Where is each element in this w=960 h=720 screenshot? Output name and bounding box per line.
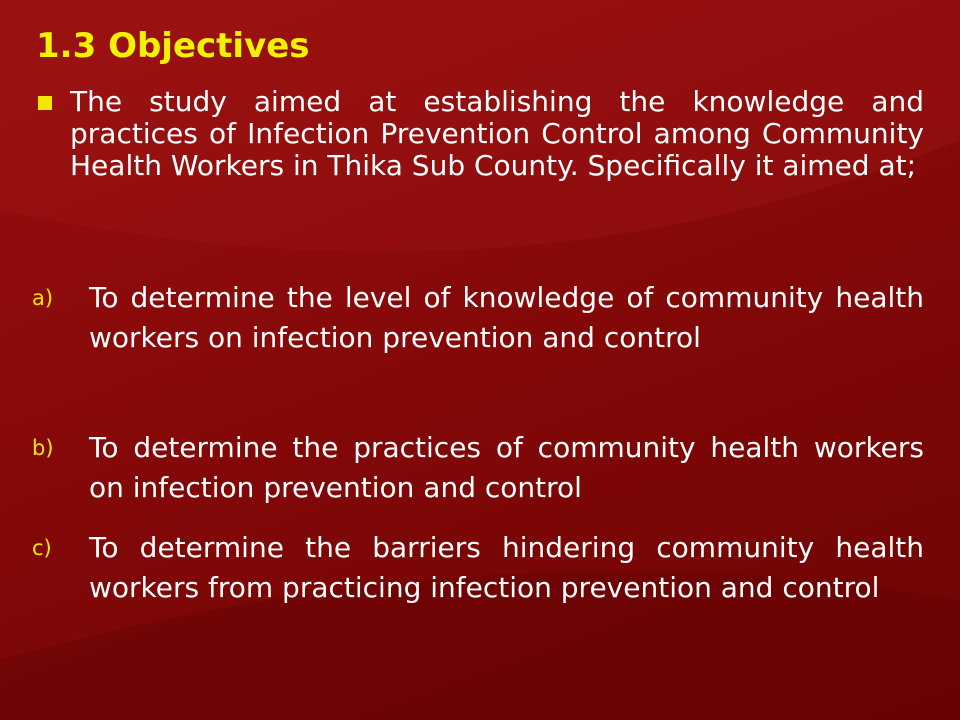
slide-title: 1.3 Objectives (36, 26, 310, 66)
square-bullet-icon (38, 96, 52, 110)
list-marker: a) (32, 286, 54, 310)
intro-text: The study aimed at establishing the knowledge and practices of Infection Prevention Control among Community Health Workers in Thika Sub County. Specifically it aimed at; (70, 85, 924, 182)
objective-text: To determine the practices of community health workers on infection prevention and control (89, 431, 924, 504)
objectives-list (32, 278, 924, 608)
objective-text: To determine the barriers hindering community health workers from practicing infection prevention and control (89, 531, 924, 604)
objective-item-b (32, 428, 924, 528)
objective-item-a (32, 278, 924, 428)
objective-item-c (32, 528, 924, 608)
list-marker: c) (32, 536, 52, 560)
intro-paragraph (38, 86, 924, 182)
objective-text: To determine the level of knowledge of community health workers on infection prevention and control (89, 281, 924, 354)
list-marker: b) (32, 436, 54, 460)
